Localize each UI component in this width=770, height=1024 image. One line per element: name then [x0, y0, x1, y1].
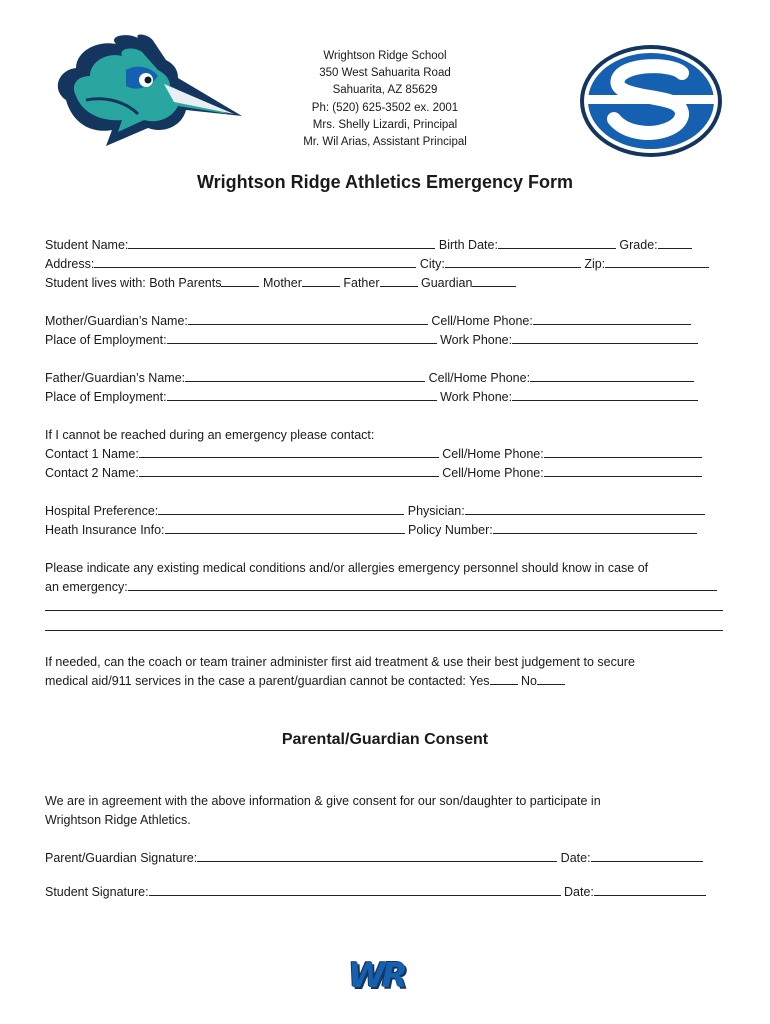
address-row: [45, 255, 709, 273]
contact-1-field[interactable]: [139, 445, 439, 458]
parent-date-label: Date:: [560, 851, 591, 865]
zip-field[interactable]: [605, 255, 709, 268]
address-label: Address:: [45, 257, 95, 271]
contact-2-label: Contact 2 Name:: [45, 466, 139, 480]
birth-date-label: Birth Date:: [438, 238, 498, 252]
address-field[interactable]: [94, 255, 416, 268]
guardian-label: Guardian: [420, 276, 473, 290]
father-work-label: Work Phone:: [440, 390, 513, 404]
mother-employment-field[interactable]: [167, 331, 437, 344]
contact-1-phone-label: Cell/Home Phone:: [442, 447, 544, 461]
contact-1-row: [45, 445, 702, 463]
first-aid-question-cont: medical aid/911 services in the case a parent/guardian cannot be contacted:: [45, 674, 466, 688]
parent-signature-label: Parent/Guardian Signature:: [45, 851, 198, 865]
assistant-principal-name: Mr. Wil Arias, Assistant Principal: [303, 136, 467, 149]
physician-field[interactable]: [465, 502, 705, 515]
contact-2-phone-field[interactable]: [544, 464, 702, 477]
father-name-field[interactable]: [185, 369, 425, 382]
conditions-prompt: Please indicate any existing medical conditions and/or allergies emergency personnel should know in case of: [45, 561, 649, 575]
insurance-row: [45, 521, 697, 539]
lives-with-row: [45, 274, 516, 292]
father-employment-label: Place of Employment:: [45, 390, 167, 404]
conditions-field-1[interactable]: [128, 578, 717, 591]
first-aid-row: [45, 672, 565, 690]
student-name-label: Student Name:: [45, 238, 129, 252]
mother-work-field[interactable]: [512, 331, 698, 344]
street-address: 350 West Sahuarita Road: [319, 67, 451, 80]
conditions-label: an emergency:: [45, 580, 128, 594]
hospital-field[interactable]: [158, 502, 404, 515]
wr-logo-text: WR: [348, 956, 404, 996]
grade-field[interactable]: [658, 236, 692, 249]
conditions-field-2[interactable]: [45, 610, 723, 611]
city-state-zip: Sahuarita, AZ 85629: [332, 84, 438, 97]
mother-employment-row: [45, 331, 698, 349]
consent-text-1: We are in agreement with the above information & give consent for our son/daughter to participate in: [45, 794, 601, 808]
grade-label: Grade:: [619, 238, 658, 252]
principal-name: Mrs. Shelly Lizardi, Principal: [312, 118, 458, 131]
mother-name-label: Mother/Guardian’s Name:: [45, 314, 188, 328]
hospital-label: Hospital Preference:: [45, 504, 159, 518]
student-date-label: Date:: [564, 885, 594, 899]
mother-work-label: Work Phone:: [440, 333, 513, 347]
father-name-label: Father/Guardian’s Name:: [45, 371, 186, 385]
mother-name-row: [45, 312, 691, 330]
both-parents-field[interactable]: [221, 274, 259, 287]
city-field[interactable]: [445, 255, 581, 268]
conditions-row: [45, 578, 717, 596]
student-date-field[interactable]: [594, 883, 706, 896]
form-title: Wrightson Ridge Athletics Emergency Form: [196, 172, 574, 192]
zip-label: Zip:: [584, 257, 606, 271]
parent-date-field[interactable]: [591, 849, 703, 862]
father-cell-field[interactable]: [530, 369, 694, 382]
phone-number: Ph: (520) 625-3502 ex. 2001: [311, 101, 459, 114]
no-label: No: [521, 674, 537, 688]
student-row: [45, 236, 692, 254]
student-signature-label: Student Signature:: [45, 885, 149, 899]
parent-signature-field[interactable]: [197, 849, 557, 862]
first-aid-question: If needed, can the coach or team trainer administer first aid treatment & use their best judgement to secure: [45, 655, 635, 669]
father-label: Father: [343, 276, 380, 290]
father-field[interactable]: [380, 274, 418, 287]
insurance-field[interactable]: [165, 521, 405, 534]
city-label: City:: [419, 257, 445, 271]
no-field[interactable]: [537, 672, 565, 685]
lives-with-label: Student lives with: Both Parents: [45, 276, 222, 290]
contact-intro: If I cannot be reached during an emergency please contact:: [45, 428, 375, 442]
hospital-row: [45, 502, 705, 520]
parent-signature-row: [45, 849, 703, 867]
birth-date-field[interactable]: [498, 236, 616, 249]
contact-2-phone-label: Cell/Home Phone:: [442, 466, 544, 480]
student-signature-field[interactable]: [149, 883, 561, 896]
father-work-field[interactable]: [512, 388, 698, 401]
school-name: Wrightson Ridge School: [323, 50, 447, 62]
mother-cell-label: Cell/Home Phone:: [431, 314, 533, 328]
mother-cell-field[interactable]: [533, 312, 691, 325]
mother-field[interactable]: [302, 274, 340, 287]
mother-label: Mother: [262, 276, 302, 290]
policy-field[interactable]: [493, 521, 697, 534]
contact-1-phone-field[interactable]: [544, 445, 702, 458]
father-employment-row: [45, 388, 698, 406]
student-signature-row: [45, 883, 706, 901]
insurance-label: Heath Insurance Info:: [45, 523, 165, 537]
contact-1-label: Contact 1 Name:: [45, 447, 139, 461]
school-address-block: [0, 48, 770, 151]
conditions-field-3[interactable]: [45, 630, 723, 631]
consent-heading: Parental/Guardian Consent: [281, 731, 489, 748]
policy-label: Policy Number:: [408, 523, 493, 537]
student-name-field[interactable]: [128, 236, 435, 249]
consent-text-2: Wrightson Ridge Athletics.: [45, 813, 191, 827]
physician-label: Physician:: [407, 504, 465, 518]
father-name-row: [45, 369, 694, 387]
yes-field[interactable]: [490, 672, 518, 685]
contact-2-field[interactable]: [139, 464, 439, 477]
guardian-field[interactable]: [472, 274, 516, 287]
father-cell-label: Cell/Home Phone:: [428, 371, 531, 385]
wr-logo: [348, 953, 406, 999]
father-employment-field[interactable]: [167, 388, 437, 401]
mother-employment-label: Place of Employment:: [45, 333, 167, 347]
mother-name-field[interactable]: [188, 312, 428, 325]
contact-2-row: [45, 464, 702, 482]
yes-label: Yes: [469, 674, 490, 688]
